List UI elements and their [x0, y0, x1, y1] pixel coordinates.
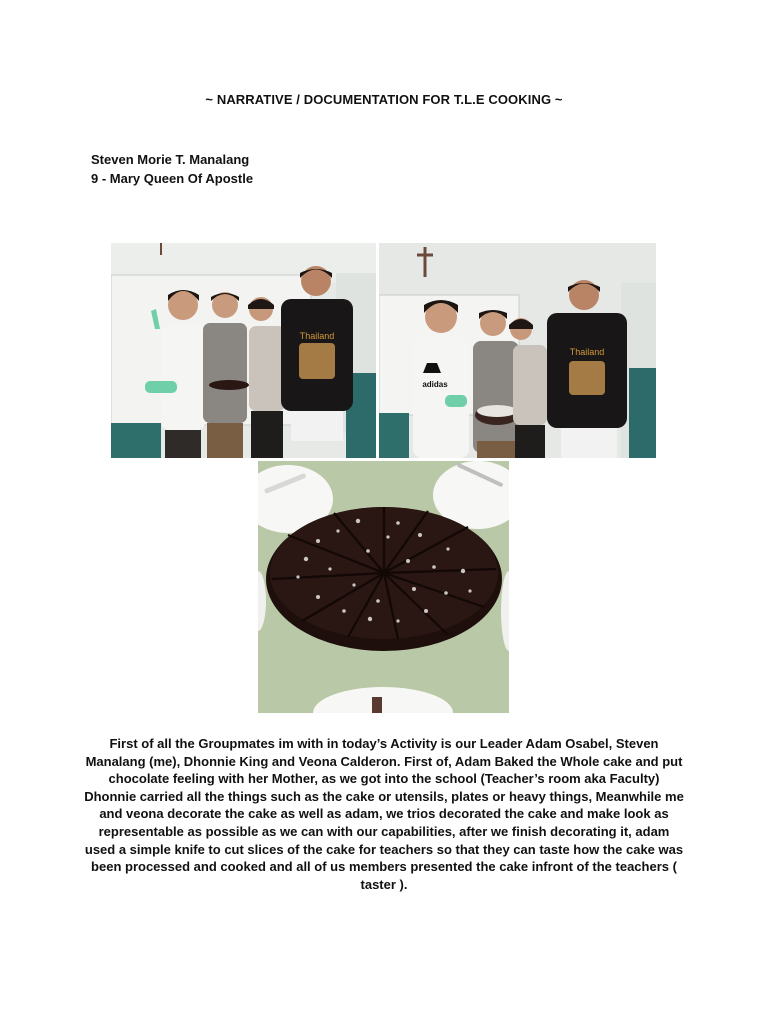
shirt-print-left: Thailand: [299, 331, 335, 341]
cake-photo: [258, 461, 509, 713]
group-photo-right: [379, 243, 656, 458]
shirt-print-right: Thailand: [569, 347, 605, 357]
author-name: Steven Morie T. Manalang: [91, 152, 250, 167]
narrative-paragraph: First of all the Groupmates im with in today’s Activity is our Leader Adam Osabel, Steven Manalang (me), Dhonnie King and Veona Calderon. First of, Adam Baked the Whole cake and put chocolate feeling with her Mother, as we got into the school (Teacher’s room aka Faculty) Dhonnie carried all the things such as the cake or utensils, plates or heavy things, Meanwhile me and veona decorate the cake as well as adam, we trios decorated the cake and make look as representable as possible as we can with our capabilities, after we finish decorating it, adam used a simple knife to cut slices of the cake for teachers so that they can taste how the cake was been processed and cooked and all of us members presented the cake infront of the teachers ( taster ).: [84, 736, 684, 892]
author-block: [91, 150, 253, 188]
author-section: 9 - Mary Queen Of Apostle: [91, 171, 254, 186]
group-photo-left: [111, 243, 376, 458]
document-title: ~ NARRATIVE / DOCUMENTATION FOR T.L.E COOKING ~: [205, 92, 563, 107]
shirt-brand-right: adidas: [422, 380, 448, 389]
